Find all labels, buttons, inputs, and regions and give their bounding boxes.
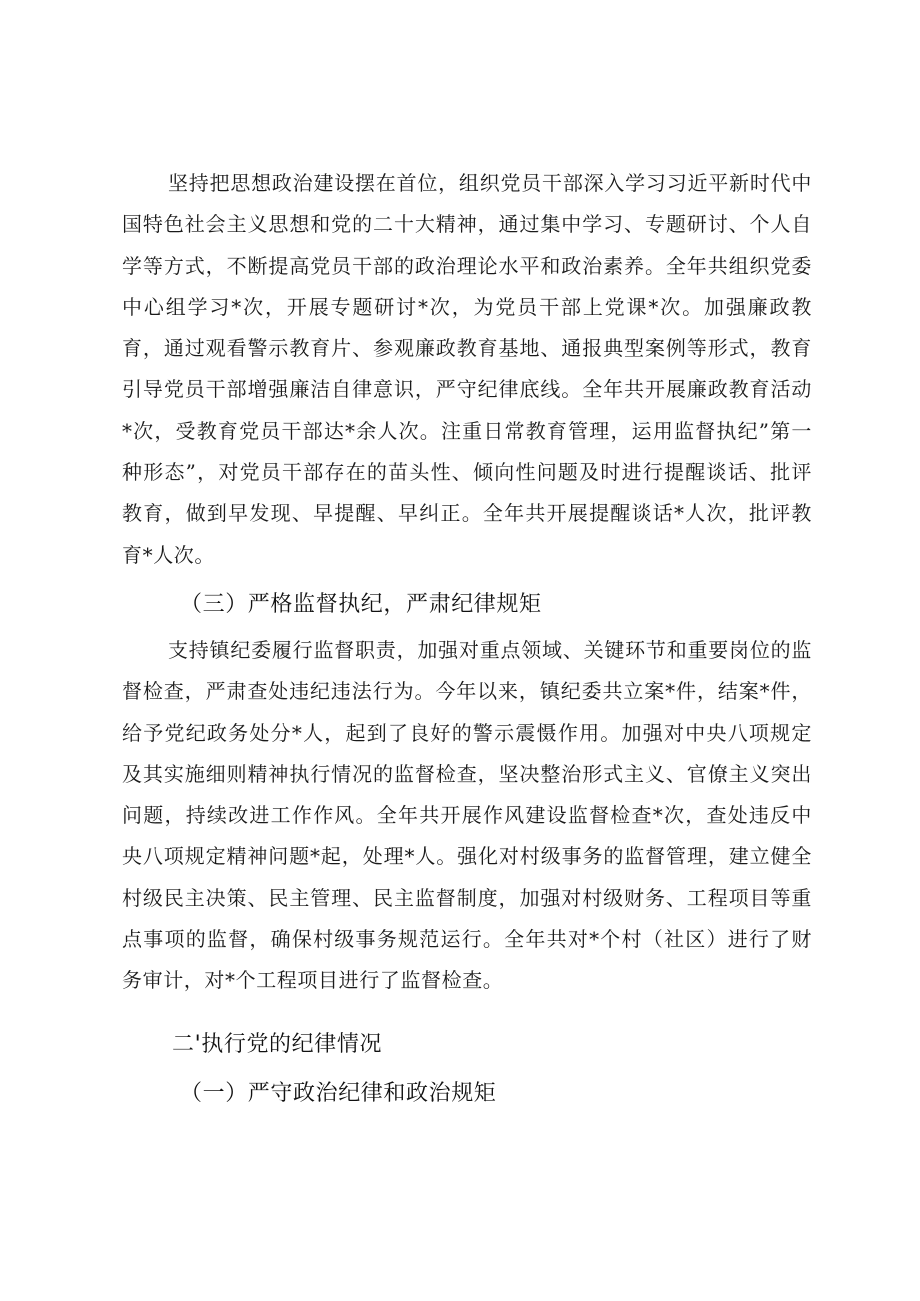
paragraph-education: 坚持把思想政治建设摆在首位，组织党员干部深入学习习近平新时代中国特色社会主义思想和党的二十大精神，通过集中学习、专题研讨、个人自学等方式，不断提高党员干部的政治理论水平和政治素养。全年共组织党委中心组学习*次，开展专题研讨*次，为党员干部上党课*次。加强廉政教育，通过观看警示教育片、参观廉政教育基地、通报典型案例等形式，教育引导党员干部增强廉洁自律意识，严守纪律底线。全年共开展廉政教育活动*次，受教育党员干部达*余人次。注重日常教育管理，运用监督执纪”第一种形态”，对党员干部存在的苗头性、倾向性问题及时进行提醒谈话、批评教育，做到早发现、早提醒、早纠正。全年共开展提醒谈话*人次，批评教育*人次。 bbox=[122, 171, 812, 567]
paragraph-supervision: 支持镇纪委履行监督职责，加强对重点领域、关键环节和重要岗位的监督检查，严肃查处违纪违法行为。今年以来，镇纪委共立案*件，结案*件，给予党纪政务处分*人，起到了良好的警示震慑作用。加强对中央八项规定及其实施细则精神执行情况的监督检查，坚决整治形式主义、官僚主义突出问题，持续改进工作作风。全年共开展作风建设监督检查*次，查处违反中央八项规定精神问题*起，处理*人。强化对村级事务的监督管理，建立健全村级民主决策、民主管理、民主监督制度，加强对村级财务、工程项目等重点事项的监督，确保村级事务规范运行。全年共对*个村（社区）进行了财务审计，对*个工程项目进行了监督检查。 bbox=[122, 637, 812, 993]
document-body bbox=[122, 163, 812, 1116]
heading-part-two: 二'执行党的纪律情况 bbox=[172, 1031, 383, 1057]
heading-section-three: （三）严格监督执纪，严肃纪律规矩 bbox=[180, 591, 542, 617]
heading-section-one: （一）严守政治纪律和政治规矩 bbox=[180, 1080, 497, 1106]
